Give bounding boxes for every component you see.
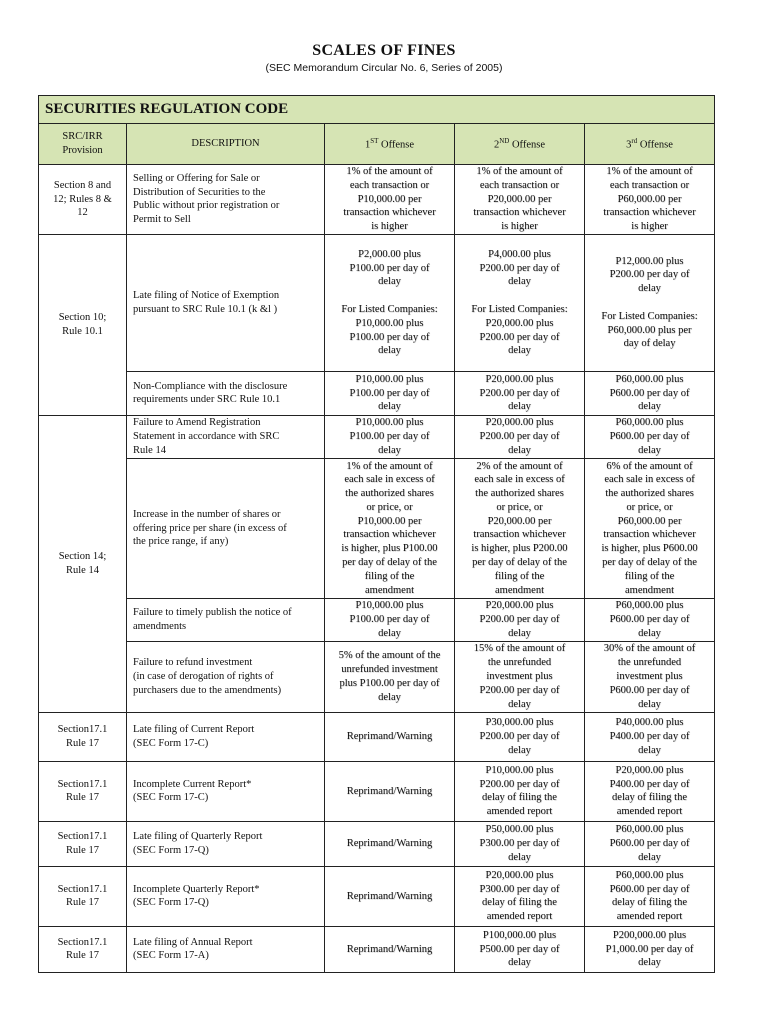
third-offense-cell: P12,000.00 plus P200.00 per day of delay For Listed Companies: P60,000.00 plus per day of delay [585, 234, 715, 371]
header-description: DESCRIPTION [127, 124, 325, 165]
first-offense-cell: Reprimand/Warning [325, 866, 455, 926]
header-third-offense: 3rd Offense [585, 124, 715, 165]
header-first-offense: 1ST Offense [325, 124, 455, 165]
description-cell: Late filing of Annual Report (SEC Form 17-A) [127, 926, 325, 972]
provision-cell: Section 10; Rule 10.1 [39, 234, 127, 415]
second-offense-cell: P100,000.00 plus P500.00 per day of delay [455, 926, 585, 972]
provision-cell: Section17.1 Rule 17 [39, 926, 127, 972]
third-offense-cell: 1% of the amount of each transaction or P60,000.00 per transaction whichever is higher [585, 165, 715, 235]
provision-cell: Section17.1 Rule 17 [39, 761, 127, 821]
description-cell: Failure to timely publish the notice of amendments [127, 598, 325, 641]
table-row [39, 641, 715, 712]
second-offense-cell: P20,000.00 plus P200.00 per day of delay [455, 598, 585, 641]
first-offense-cell: 5% of the amount of the unrefunded investment plus P100.00 per day of delay [325, 641, 455, 712]
table-row [39, 415, 715, 458]
header-second-offense: 2ND Offense [455, 124, 585, 165]
first-offense-cell: P10,000.00 plus P100.00 per day of delay [325, 371, 455, 415]
first-offense-cell: Reprimand/Warning [325, 761, 455, 821]
third-offense-cell: P40,000.00 plus P400.00 per day of delay [585, 712, 715, 761]
table-row [39, 926, 715, 972]
description-cell: Selling or Offering for Sale or Distribution of Securities to the Public without prior registration or Permit to Sell [127, 165, 325, 235]
description-cell: Incomplete Current Report* (SEC Form 17-C) [127, 761, 325, 821]
table-row [39, 371, 715, 415]
first-offense-cell: P10,000.00 plus P100.00 per day of delay [325, 598, 455, 641]
description-cell: Late filing of Notice of Exemption pursuant to SRC Rule 10.1 (k &l ) [127, 234, 325, 371]
first-offense-cell: Reprimand/Warning [325, 712, 455, 761]
description-cell: Non-Compliance with the disclosure requirements under SRC Rule 10.1 [127, 371, 325, 415]
fines-table [38, 95, 715, 973]
provision-cell: Section 14; Rule 14 [39, 415, 127, 712]
second-offense-cell: P20,000.00 plus P200.00 per day of delay [455, 415, 585, 458]
second-offense-cell: P20,000.00 plus P200.00 per day of delay [455, 371, 585, 415]
section-header: SECURITIES REGULATION CODE [39, 96, 715, 124]
first-offense-cell: P10,000.00 plus P100.00 per day of delay [325, 415, 455, 458]
third-offense-cell: 30% of the amount of the unrefunded investment plus P600.00 per day of delay [585, 641, 715, 712]
third-offense-cell: P60,000.00 plus P600.00 per day of delay of filing the amended report [585, 866, 715, 926]
section-header-row [39, 96, 715, 124]
table-row [39, 234, 715, 371]
document-subtitle: (SEC Memorandum Circular No. 6, Series of 2005) [265, 62, 503, 74]
third-offense-cell: P60,000.00 plus P600.00 per day of delay [585, 415, 715, 458]
second-offense-cell: P4,000.00 plus P200.00 per day of delay For Listed Companies: P20,000.00 plus P200.00 per day of delay [455, 234, 585, 371]
table-row [39, 598, 715, 641]
description-cell: Late filing of Quarterly Report (SEC Form 17-Q) [127, 821, 325, 866]
third-offense-cell: P200,000.00 plus P1,000.00 per day of delay [585, 926, 715, 972]
third-offense-cell: P60,000.00 plus P600.00 per day of delay [585, 598, 715, 641]
description-cell: Increase in the number of shares or offering price per share (in excess of the price range, if any) [127, 458, 325, 598]
table-row [39, 712, 715, 761]
third-offense-cell: P20,000.00 plus P400.00 per day of delay of filing the amended report [585, 761, 715, 821]
table-row [39, 761, 715, 821]
first-offense-cell: P2,000.00 plus P100.00 per day of delay For Listed Companies: P10,000.00 plus P100.00 per day of delay [325, 234, 455, 371]
table-row [39, 165, 715, 235]
document-title: SCALES OF FINES [312, 42, 456, 59]
second-offense-cell: P10,000.00 plus P200.00 per day of delay of filing the amended report [455, 761, 585, 821]
column-header-row [39, 124, 715, 165]
second-offense-cell: P30,000.00 plus P200.00 per day of delay [455, 712, 585, 761]
second-offense-cell: P20,000.00 plus P300.00 per day of delay of filing the amended report [455, 866, 585, 926]
table-row [39, 866, 715, 926]
provision-cell: Section17.1 Rule 17 [39, 712, 127, 761]
third-offense-cell: P60,000.00 plus P600.00 per day of delay [585, 371, 715, 415]
provision-cell: Section17.1 Rule 17 [39, 866, 127, 926]
description-cell: Incomplete Quarterly Report* (SEC Form 17-Q) [127, 866, 325, 926]
description-cell: Failure to refund investment (in case of derogation of rights of purchasers due to the amendments) [127, 641, 325, 712]
provision-cell: Section17.1 Rule 17 [39, 821, 127, 866]
second-offense-cell: P50,000.00 plus P300.00 per day of delay [455, 821, 585, 866]
table-row [39, 821, 715, 866]
second-offense-cell: 2% of the amount of each sale in excess of the authorized shares or price, or P20,000.00 per transaction whichever is higher, plus P200.00 per day of delay of the filing of the amendment [455, 458, 585, 598]
second-offense-cell: 1% of the amount of each transaction or P20,000.00 per transaction whichever is higher [455, 165, 585, 235]
first-offense-cell: 1% of the amount of each sale in excess of the authorized shares or price, or P10,000.00 per transaction whichever is higher, plus P100.00 per day of delay of the filing of the amendment [325, 458, 455, 598]
description-cell: Late filing of Current Report (SEC Form 17-C) [127, 712, 325, 761]
first-offense-cell: Reprimand/Warning [325, 821, 455, 866]
header-provision: SRC/IRR Provision [39, 124, 127, 165]
provision-cell: Section 8 and 12; Rules 8 & 12 [39, 165, 127, 235]
description-cell: Failure to Amend Registration Statement in accordance with SRC Rule 14 [127, 415, 325, 458]
second-offense-cell: 15% of the amount of the unrefunded investment plus P200.00 per day of delay [455, 641, 585, 712]
first-offense-cell: Reprimand/Warning [325, 926, 455, 972]
first-offense-cell: 1% of the amount of each transaction or P10,000.00 per transaction whichever is higher [325, 165, 455, 235]
third-offense-cell: P60,000.00 plus P600.00 per day of delay [585, 821, 715, 866]
third-offense-cell: 6% of the amount of each sale in excess of the authorized shares or price, or P60,000.00 per transaction whichever is higher, plus P600.00 per day of delay of the filing of the amendment [585, 458, 715, 598]
table-row [39, 458, 715, 598]
